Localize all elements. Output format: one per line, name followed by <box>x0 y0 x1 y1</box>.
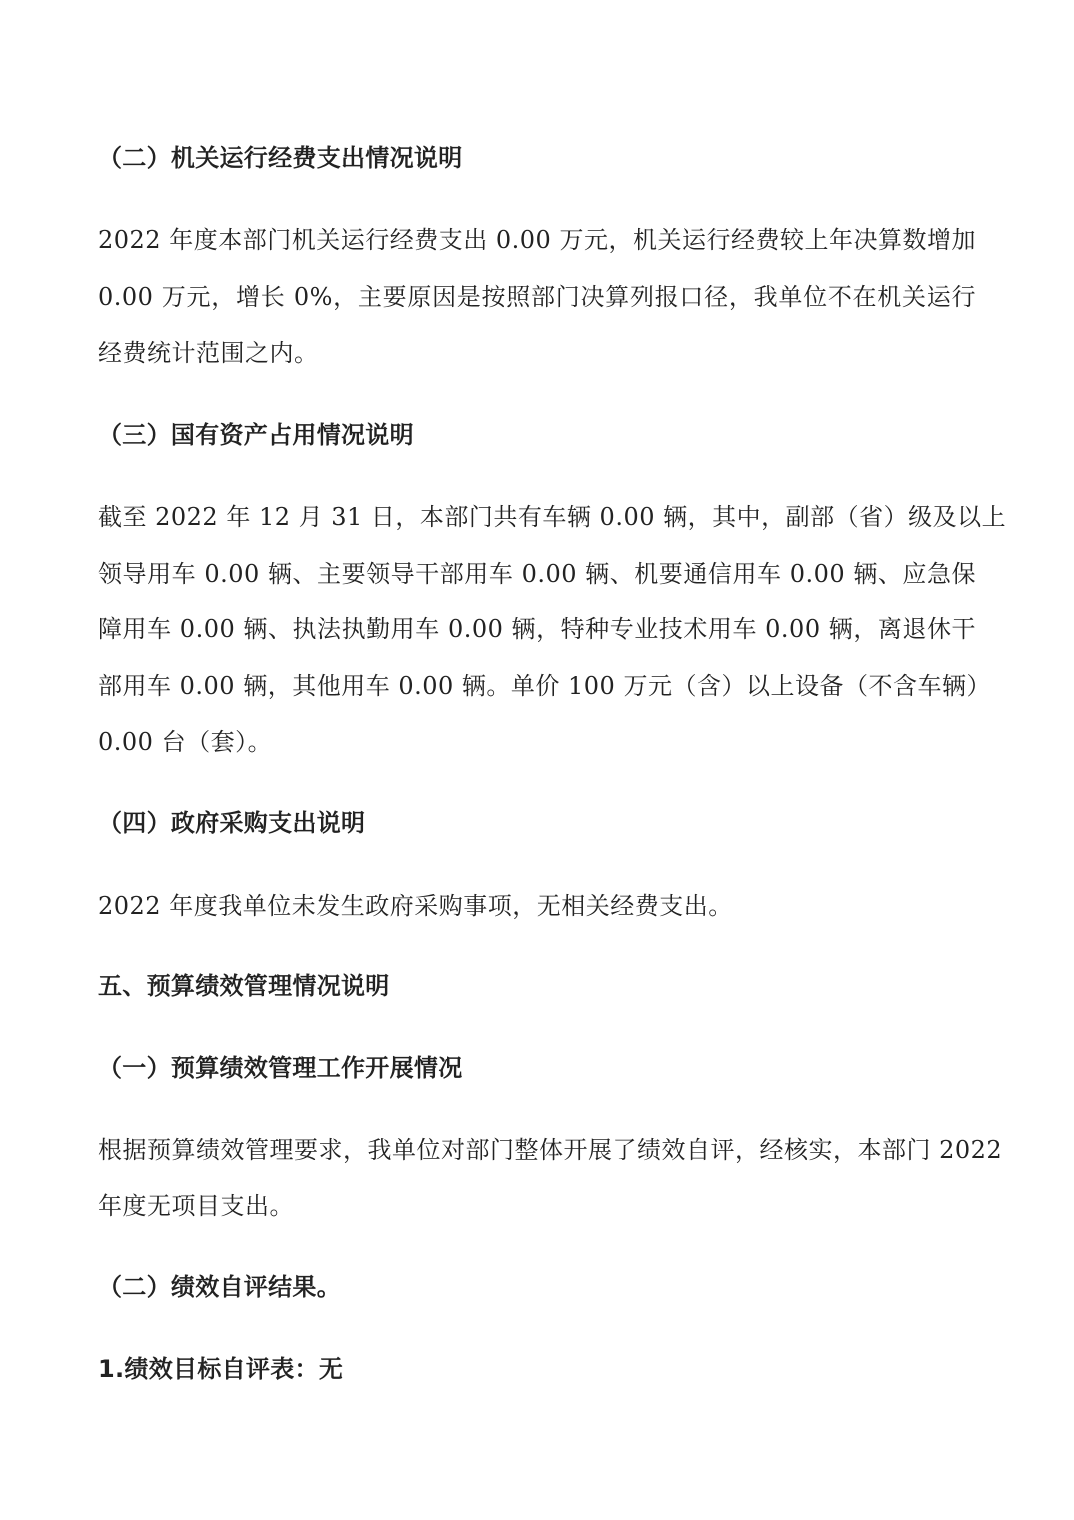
item-heading-performance-target-table: 1.绩效目标自评表：无 <box>98 1355 344 1383</box>
paragraph-line: 年度无项目支出。 <box>98 1192 294 1220</box>
paragraph-line: 截至 2022 年 12 月 31 日，本部门共有车辆 0.00 辆，其中，副部（省）级及以上 <box>98 503 1007 531</box>
paragraph-line: 部用车 0.00 辆，其他用车 0.00 辆。单价 100 万元（含）以上设备（不含车辆） <box>98 672 991 700</box>
section-heading-performance-work: （一）预算绩效管理工作开展情况 <box>98 1054 463 1082</box>
paragraph-line: 0.00 万元，增长 0%，主要原因是按照部门决算列报口径，我单位不在机关运行 <box>98 283 976 311</box>
section-heading-self-evaluation-results: （二）绩效自评结果。 <box>98 1273 341 1301</box>
section-heading-operating-expenses: （二）机关运行经费支出情况说明 <box>98 144 463 172</box>
paragraph-line: 经费统计范围之内。 <box>98 339 319 367</box>
paragraph-line: 根据预算绩效管理要求，我单位对部门整体开展了绩效自评，经核实，本部门 2022 <box>98 1136 1003 1164</box>
section-heading-state-assets: （三）国有资产占用情况说明 <box>98 421 414 449</box>
paragraph-line: 2022 年度我单位未发生政府采购事项，无相关经费支出。 <box>98 892 733 920</box>
paragraph-line: 领导用车 0.00 辆、主要领导干部用车 0.00 辆、机要通信用车 0.00 辆、应急保 <box>98 560 976 588</box>
section-heading-procurement: （四）政府采购支出说明 <box>98 809 366 837</box>
paragraph-line: 0.00 台（套）。 <box>98 728 273 756</box>
section-heading-performance-management: 五、预算绩效管理情况说明 <box>98 972 390 1000</box>
paragraph-line: 2022 年度本部门机关运行经费支出 0.00 万元，机关运行经费较上年决算数增加 <box>98 226 976 254</box>
paragraph-line: 障用车 0.00 辆、执法执勤用车 0.00 辆，特种专业技术用车 0.00 辆，离退休干 <box>98 615 976 643</box>
